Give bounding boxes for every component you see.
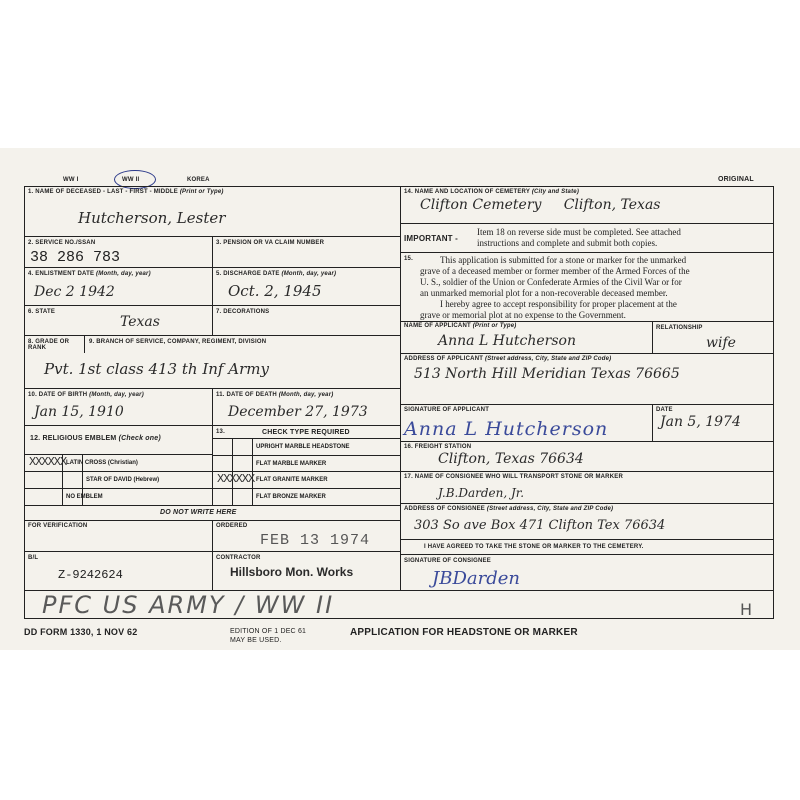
field-15-text-5: I hereby agree to accept responsibility for proper placement at the: [440, 299, 677, 309]
type-upright-marble: UPRIGHT MARBLE HEADSTONE: [256, 444, 350, 450]
emblem-star-of-david: STAR OF DAVID (Hebrew): [86, 477, 160, 483]
field-6-label: 6. STATE: [28, 309, 56, 315]
field-3-label: 3. PENSION OR VA CLAIM NUMBER: [216, 240, 325, 246]
consignee-signature: JBDarden: [432, 568, 520, 589]
consignee-name: J.B.Darden, Jr.: [438, 486, 525, 500]
field-9-label: 9. BRANCH OF SERVICE, COMPANY, REGIMENT, DIVISION: [89, 339, 267, 345]
do-not-write-label: DO NOT WRITE HERE: [160, 509, 237, 516]
discharge-date: Oct. 2, 1945: [228, 282, 322, 300]
edition-line-1: EDITION OF 1 DEC 61: [230, 628, 307, 635]
field-15-text-1: This application is submitted for a stone or marker for the unmarked: [440, 255, 687, 265]
field-1-label: 1. NAME OF DECEASED - LAST - FIRST - MIDDLE (Print or Type): [28, 189, 224, 195]
inscription: PFC US ARMY / WW II: [42, 591, 335, 619]
field-11-label: 11. DATE OF DEATH (Month, day, year): [216, 392, 334, 398]
applicant-signature: Anna L Hutcherson: [404, 418, 609, 440]
application-date: Jan 5, 1974: [660, 414, 741, 430]
emblem-none: NO EMBLEM: [66, 494, 103, 500]
state-value: Texas: [120, 314, 160, 330]
korea-option: KOREA: [187, 177, 210, 183]
field-15-text-3: U. S., soldier of the Union or Confederate Armies of the Civil War or for: [420, 277, 682, 287]
field-15-label: 15.: [404, 256, 413, 262]
field-16-label: 16. FREIGHT STATION: [404, 444, 472, 450]
applicant-label: NAME OF APPLICANT (Print or Type): [404, 323, 517, 329]
emblem-mark: XXXXXX: [29, 455, 67, 469]
consignee-address-label: ADDRESS OF CONSIGNEE (Street address, City, State and ZIP Code): [404, 506, 614, 512]
date-of-birth: Jan 15, 1910: [34, 404, 124, 420]
field-15-text-2: grave of a deceased member or former member of the Armed Forces of the: [420, 266, 690, 276]
field-7-label: 7. DECORATIONS: [216, 309, 270, 315]
corner-mark: H: [740, 600, 753, 619]
grade-and-branch: Pvt. 1st class 413 th Inf Army: [44, 360, 269, 378]
relationship-value: wife: [706, 335, 736, 351]
field-8-label: 8. GRADE OR RANK: [28, 339, 70, 351]
relationship-label: RELATIONSHIP: [656, 325, 703, 331]
important-label: IMPORTANT -: [404, 234, 459, 243]
type-flat-bronze: FLAT BRONZE MARKER: [256, 494, 326, 500]
cemetery-value: Clifton Cemetery Clifton, Texas: [420, 197, 661, 213]
important-text-1: Item 18 on reverse side must be completed. See attached: [477, 227, 681, 237]
edition-line-2: MAY BE USED.: [230, 637, 282, 644]
date-of-death: December 27, 1973: [228, 404, 368, 420]
signature-label: SIGNATURE OF APPLICANT: [404, 407, 490, 413]
freight-station: Clifton, Texas 76634: [438, 451, 584, 467]
applicant-name: Anna L Hutcherson: [438, 333, 577, 349]
application-card: [0, 148, 800, 650]
field-15-text-4: an unmarked memorial plot for a non-recoverable deceased member.: [420, 288, 668, 298]
field-5-label: 5. DISCHARGE DATE (Month, day, year): [216, 271, 337, 277]
consignee-signature-label: SIGNATURE OF CONSIGNEE: [404, 558, 491, 564]
contractor-label: CONTRACTOR: [216, 555, 261, 561]
consignee-address: 303 So ave Box 471 Clifton Tex 76634: [414, 518, 666, 533]
original-label: ORIGINAL: [718, 176, 754, 183]
agreement-text: I HAVE AGREED TO TAKE THE STONE OR MARKER TO THE CEMETERY.: [424, 544, 644, 550]
applicant-address: 513 North Hill Meridian Texas 76665: [414, 366, 680, 382]
field-4-label: 4. ENLISTMENT DATE (Month, day, year): [28, 271, 151, 277]
field-13-title: CHECK TYPE REQUIRED: [262, 429, 350, 436]
bl-label: B/L: [28, 555, 39, 561]
field-2-label: 2. SERVICE NO./SSAN: [28, 240, 96, 246]
field-13-label: 13.: [216, 429, 225, 435]
verification-label: FOR VERIFICATION: [28, 523, 88, 529]
ww1-option: WW I: [63, 177, 79, 183]
field-15-text-6: grave or memorial plot at no expense to the Government.: [420, 310, 626, 320]
type-flat-granite: FLAT GRANITE MARKER: [256, 477, 328, 483]
deceased-name: Hutcherson, Lester: [78, 209, 226, 227]
important-text-2: instructions and complete and submit both copies.: [477, 238, 658, 248]
ww2-option: WW II: [122, 177, 140, 183]
type-mark: XXXXXX: [217, 472, 255, 486]
field-14-label: 14. NAME AND LOCATION OF CEMETERY (City and State): [404, 189, 580, 195]
column-divider: [400, 186, 401, 590]
emblem-latin-cross: LATIN CROSS (Christian): [66, 460, 138, 466]
contractor-value: Hillsboro Mon. Works: [230, 565, 354, 579]
field-12-label: 12. RELIGIOUS EMBLEM (Check one): [30, 435, 161, 442]
field-10-label: 10. DATE OF BIRTH (Month, day, year): [28, 392, 144, 398]
form-id: DD FORM 1330, 1 NOV 62: [24, 627, 138, 637]
field-17-label: 17. NAME OF CONSIGNEE WHO WILL TRANSPORT STONE OR MARKER: [404, 474, 623, 480]
type-flat-marble: FLAT MARBLE MARKER: [256, 461, 327, 467]
ordered-label: ORDERED: [216, 523, 248, 529]
date-label: DATE: [656, 407, 673, 413]
enlistment-date: Dec 2 1942: [34, 284, 115, 300]
service-number: 38 286 783: [30, 249, 121, 266]
ordered-stamp: FEB 13 1974: [260, 532, 371, 549]
applicant-address-label: ADDRESS OF APPLICANT (Street address, City, State and ZIP Code): [404, 356, 612, 362]
bl-number: Z-9242624: [58, 568, 123, 582]
form-title: APPLICATION FOR HEADSTONE OR MARKER: [350, 627, 578, 638]
